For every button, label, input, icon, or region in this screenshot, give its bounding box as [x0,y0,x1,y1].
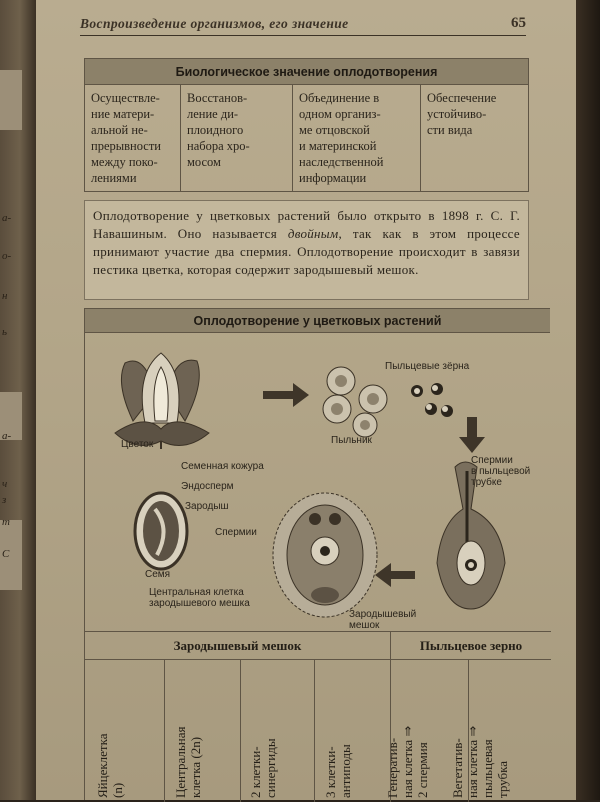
figure-caption: Оплодотворение у цветковых растений [85,309,550,333]
text-fragment: н [2,290,8,302]
running-header [80,14,526,36]
column-text: Вегетатив- ная клетка ⇒ пыльцевая трубка [450,725,510,798]
table-column [85,660,165,802]
pollen-grains [411,383,453,417]
label-central-cell: Центральная клетка зародышевого мешка [149,587,250,609]
column-text: Центральная клетка (2n) [172,726,203,798]
info-paragraph [84,200,529,300]
column-group-header: Зародышевый мешок [85,632,391,659]
label-embryo: Зародыш [185,501,229,512]
text-fragment: С [2,548,10,560]
seed-illustration [135,493,187,569]
label-sperm: Спермии [215,527,257,538]
arrow-icon [459,417,485,453]
anther-illustration [323,367,387,437]
arrow-icon [263,383,309,407]
label-seed-coat: Семенная кожура [181,461,264,472]
table-caption: Биологическое значение оплодотворения [85,59,528,85]
book-page [36,0,576,800]
text-fragment: а- [2,212,12,224]
fertilization-figure [84,308,550,800]
text-fragment: о- [2,250,12,262]
cells-table [85,631,551,801]
table-cell: Восстанов- ление ди- плоидного набора хро- мосом [181,85,293,191]
label-endosperm: Эндосперм [181,481,234,492]
embryo-sac-illustration [273,493,377,617]
text-fragment: ь [2,326,8,338]
table-column [241,660,315,802]
column-text: Генератив- ная клетка ⇒ 2 спермия [384,725,430,798]
text-fragment: з [2,494,7,506]
label-flower: Цветок [121,439,154,450]
table-cell: Объединение в одном организ- ме отцовской и материнской наследственной информации [293,85,421,191]
label-seed: Семя [145,569,171,580]
text-fragment: ч [2,478,8,490]
chapter-title: Воспроизведение организмов, его значение [80,16,349,31]
text-fragment: т [2,516,10,528]
text-fragment: а- [2,430,12,442]
column-text: 2 клетки- синергиды [247,738,278,798]
arrow-icon [375,563,415,587]
table-column [450,660,551,802]
page-shadow [576,0,600,800]
label-embryo-sac: Зародышевый мешок [349,609,417,631]
label-sperm-in-tube: Спермии в пыльцевой трубке [471,455,531,488]
flower-illustration [115,353,209,449]
emphasis-text: двойным [287,226,339,241]
label-anther: Пыльник [331,435,372,446]
significance-table [84,58,529,192]
column-group-header: Пыльцевое зерно [419,638,523,653]
table-cell: Обеспечение устойчиво- сти вида [427,91,497,137]
page-tab [0,70,22,130]
page-number: 65 [511,15,526,31]
paragraph-text: , так как в этом процессе принимают участие два спермия. Оплодотворение происходит в завязи пестика цветка, которая содержит зародышевый мешок. [93,226,520,277]
table-column [165,660,241,802]
paragraph-text: Оплодотворение у цветковых растений было открыто в 1898 г. С. Г. Навашиным. Оно называется [93,208,520,241]
column-text: Яйцеклетка (n) [94,733,125,798]
table-column [315,660,391,802]
label-pollen: Пыльцевые зёрна [385,361,470,372]
column-text: 3 клетки- антиподы [322,744,353,798]
previous-page-edge [0,0,36,800]
table-cell: Осуществле- ние матери- альной не- прерывности между поко- лениями [85,85,181,191]
